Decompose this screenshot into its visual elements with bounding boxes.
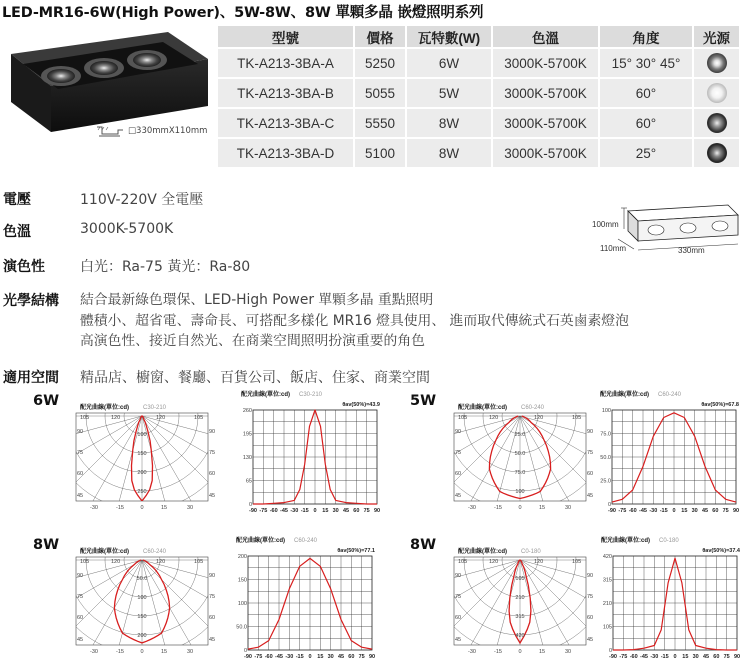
cartesian-x-tick: -15 <box>659 508 668 514</box>
size-note: □330mmX110mm <box>96 124 207 138</box>
led-multichip-lamp-icon <box>707 53 727 73</box>
polar-right-label: 60 <box>209 615 216 621</box>
attr-color-temp <box>3 221 174 241</box>
photometric-label-5w: 5W <box>410 393 437 409</box>
cartesian-y-tick: 150 <box>237 577 247 584</box>
attr-optics-key: 光學結構 <box>3 293 59 309</box>
polar-left-label: 90 <box>77 429 84 435</box>
polar-right-label: 45 <box>209 493 216 499</box>
cartesian-x-tick: -45 <box>640 654 648 660</box>
polar-chart-svg <box>446 547 594 657</box>
cell-angle: 15° 30° 45° <box>600 49 692 77</box>
cartesian-chart-svg <box>596 390 742 518</box>
polar-chart-title: 配光曲線(單位:cd) <box>458 405 507 411</box>
polar-left-label: 75 <box>455 450 462 456</box>
attr-usage-key: 適用空間 <box>3 370 59 386</box>
col-header-light-source: 光源 <box>694 26 739 47</box>
polar-left-label: 60 <box>77 471 84 477</box>
cell-price: 5055 <box>355 79 405 107</box>
col-header-model: 型號 <box>218 26 353 47</box>
polar-bottom-label: 30 <box>186 505 194 511</box>
cartesian-x-tick: 90 <box>732 508 740 514</box>
polar-radial-label: 50.0 <box>136 576 148 582</box>
polar-bottom-label: -30 <box>90 649 98 655</box>
polar-right-label: 45 <box>209 637 216 643</box>
photometric-label-6w: 6W <box>33 393 60 409</box>
cartesian-x-tick: 75 <box>358 654 365 660</box>
dim-length-label: 330mm <box>678 246 705 255</box>
dimension-drawing <box>588 203 748 263</box>
table-row <box>218 49 739 77</box>
cell-model: TK-A213-3BA-A <box>218 49 353 77</box>
polar-left-label: 90 <box>77 573 84 579</box>
cartesian-chart-subtitle: C0-180 <box>659 538 679 544</box>
polar-left-label: 45 <box>77 493 84 499</box>
cartesian-y-tick: 75.0 <box>600 431 611 438</box>
polar-left-label: 60 <box>77 615 84 621</box>
cartesian-chart-subtitle: C60-240 <box>658 392 682 398</box>
cartesian-x-tick: 60 <box>712 508 719 514</box>
polar-top-label: 120 <box>156 559 166 565</box>
polar-radial-label: 150 <box>137 614 147 620</box>
polar-chart <box>446 547 594 657</box>
polar-right-label: 75 <box>587 594 594 600</box>
cartesian-x-tick: -90 <box>609 654 617 660</box>
cartesian-x-tick: -60 <box>269 508 278 514</box>
polar-left-label: 45 <box>455 637 462 643</box>
cell-price: 5250 <box>355 49 405 77</box>
cartesian-x-tick: 0 <box>673 654 677 660</box>
polar-chart-subtitle: C30-210 <box>143 405 167 411</box>
cartesian-x-tick: -90 <box>244 654 252 660</box>
cartesian-x-tick: 30 <box>691 508 698 514</box>
cartesian-x-tick: 90 <box>733 654 741 660</box>
polar-chart-title: 配光曲線(單位:cd) <box>458 549 507 555</box>
polar-bottom-label: 15 <box>160 505 168 511</box>
cartesian-y-tick: 210 <box>602 601 612 607</box>
polar-chart-svg <box>68 547 216 657</box>
cartesian-y-tick: 200 <box>237 554 247 560</box>
cartesian-y-tick: 260 <box>242 408 252 414</box>
polar-top-label: 105 <box>194 559 204 565</box>
polar-bottom-label: 0 <box>140 649 144 655</box>
cell-cct: 3000K-5700K <box>493 49 598 77</box>
polar-right-label: 75 <box>587 450 594 456</box>
cell-cct: 3000K-5700K <box>493 109 598 137</box>
polar-bottom-label: 15 <box>538 649 546 655</box>
polar-bottom-label: -15 <box>494 649 502 655</box>
cell-watt: 8W <box>407 109 491 137</box>
cartesian-x-tick: 45 <box>337 654 345 660</box>
polar-bottom-label: 0 <box>518 505 522 511</box>
cell-model: TK-A213-3BA-B <box>218 79 353 107</box>
polar-right-label: 90 <box>587 573 594 579</box>
cartesian-y-tick: 50.0 <box>236 624 247 631</box>
cartesian-x-tick: 30 <box>692 654 699 660</box>
polar-radial-label: 50.0 <box>514 451 526 457</box>
photometric-label-8w-a: 8W <box>33 537 60 553</box>
polar-top-label: 105 <box>194 415 204 421</box>
polar-right-label: 90 <box>209 429 216 435</box>
polar-bottom-label: 30 <box>186 649 194 655</box>
polar-top-label: 120 <box>534 415 544 421</box>
polar-radial-label: 75.0 <box>514 470 526 476</box>
cartesian-x-tick: 15 <box>322 508 329 514</box>
cartesian-y-tick: 315 <box>602 577 612 584</box>
cartesian-x-tick: 45 <box>701 508 709 514</box>
polar-chart-title: 配光曲線(單位:cd) <box>80 405 129 411</box>
cell-cct: 3000K-5700K <box>493 139 598 167</box>
polar-left-label: 75 <box>77 450 84 456</box>
cartesian-chart-svg <box>237 390 383 518</box>
cartesian-x-tick: -75 <box>618 508 627 514</box>
polar-left-label: 90 <box>455 429 462 435</box>
cartesian-x-tick: 75 <box>363 508 370 514</box>
attr-cri <box>3 256 251 276</box>
cartesian-y-tick: 420 <box>602 554 612 560</box>
cartesian-x-tick: 15 <box>681 508 688 514</box>
polar-bottom-label: 15 <box>538 505 546 511</box>
cartesian-x-tick: 0 <box>313 508 317 514</box>
attr-optics <box>3 290 59 310</box>
cartesian-chart-beam-angle: θav(50%)=77.1 <box>337 548 375 554</box>
polar-top-label: 120 <box>489 559 499 565</box>
cartesian-chart <box>237 390 383 518</box>
polar-left-label: 90 <box>455 573 462 579</box>
polar-bottom-label: -30 <box>468 649 476 655</box>
cartesian-chart-beam-angle: θav(50%)=37.4 <box>702 548 740 554</box>
polar-radial-label: 420 <box>515 633 525 639</box>
cartesian-x-tick: -75 <box>259 508 268 514</box>
cartesian-chart <box>597 536 743 664</box>
cell-watt: 6W <box>407 49 491 77</box>
polar-chart-subtitle: C60-240 <box>521 405 545 411</box>
led-dark-lamp-icon <box>707 143 727 163</box>
polar-right-label: 60 <box>587 471 594 477</box>
polar-bottom-label: 0 <box>518 649 522 655</box>
polar-top-label: 105 <box>458 415 468 421</box>
polar-chart <box>68 547 216 657</box>
attr-color-temp-value: 3000K-5700K <box>80 221 174 237</box>
polar-right-label: 60 <box>587 615 594 621</box>
polar-right-label: 75 <box>209 450 216 456</box>
polar-right-label: 90 <box>587 429 594 435</box>
cartesian-chart-title: 配光曲線(單位:cd) <box>600 392 649 398</box>
cartesian-x-tick: -15 <box>660 654 669 660</box>
cartesian-x-tick: -30 <box>650 654 659 660</box>
product-photo <box>3 24 213 140</box>
polar-bottom-label: 15 <box>160 649 168 655</box>
polar-bottom-label: 30 <box>564 649 572 655</box>
dim-height-label: 100mm <box>592 220 619 229</box>
cartesian-x-tick: 15 <box>317 654 324 660</box>
cartesian-chart <box>596 390 742 518</box>
attr-cri-key: 演色性 <box>3 259 45 275</box>
cartesian-x-tick: 90 <box>373 508 381 514</box>
polar-bottom-label: 30 <box>564 505 572 511</box>
cartesian-y-tick: 100 <box>237 601 247 607</box>
polar-right-label: 75 <box>209 594 216 600</box>
cartesian-x-tick: 75 <box>722 508 729 514</box>
polar-left-label: 75 <box>77 594 84 600</box>
page-title: LED-MR16-6W(High Power)、5W-8W、8W 單顆多晶 嵌燈照明系列 <box>2 5 484 21</box>
polar-radial-label: 100 <box>515 489 525 495</box>
cartesian-chart-subtitle: C30-210 <box>299 392 323 398</box>
cartesian-x-tick: -30 <box>290 508 299 514</box>
cartesian-chart-title: 配光曲線(單位:cd) <box>241 392 290 398</box>
cartesian-y-tick: 0 <box>608 648 612 654</box>
cell-watt: 8W <box>407 139 491 167</box>
cell-price: 5100 <box>355 139 405 167</box>
attr-voltage-key: 電壓 <box>3 192 31 208</box>
table-row <box>218 139 739 167</box>
cartesian-x-tick: -30 <box>649 508 658 514</box>
cell-angle: 60° <box>600 79 692 107</box>
cartesian-y-tick: 50.0 <box>600 455 611 461</box>
optics-line: 結合最新綠色環保、LED-High Power 單顆多晶 重點照明 <box>80 292 434 308</box>
cartesian-x-tick: -90 <box>608 508 616 514</box>
attr-voltage-value: 110V-220V 全電壓 <box>80 192 204 208</box>
polar-top-label: 105 <box>80 415 90 421</box>
optics-description <box>80 290 629 352</box>
polar-radial-label: 100 <box>137 432 147 438</box>
cartesian-x-tick: 45 <box>702 654 710 660</box>
attr-voltage <box>3 189 204 209</box>
cartesian-chart-subtitle: C60-240 <box>294 538 318 544</box>
cartesian-x-tick: 45 <box>342 508 350 514</box>
col-header-cct: 色溫 <box>493 26 598 47</box>
attr-usage-value: 精品店、櫥窗、餐廳、百貨公司、飯店、住家、商業空間 <box>80 370 430 386</box>
polar-top-label: 120 <box>534 559 544 565</box>
cartesian-chart-title: 配光曲線(單位:cd) <box>601 538 650 544</box>
polar-radial-label: 200 <box>137 470 147 476</box>
polar-left-label: 60 <box>455 471 462 477</box>
attr-color-temp-key: 色溫 <box>3 224 31 240</box>
cartesian-y-tick: 65 <box>245 478 252 485</box>
polar-left-label: 60 <box>455 615 462 621</box>
led-white-lamp-icon <box>707 83 727 103</box>
ceiling-cut-icon <box>96 124 124 138</box>
cartesian-x-tick: -60 <box>628 508 637 514</box>
polar-chart <box>446 403 594 513</box>
cartesian-y-tick: 0 <box>607 502 611 508</box>
photometric-label-8w-b: 8W <box>410 537 437 553</box>
polar-bottom-label: -15 <box>116 505 124 511</box>
cartesian-x-tick: -15 <box>300 508 309 514</box>
polar-radial-label: 100 <box>137 595 147 601</box>
cartesian-x-tick: -45 <box>639 508 647 514</box>
cartesian-chart-title: 配光曲線(單位:cd) <box>236 538 285 544</box>
cartesian-x-tick: 60 <box>353 508 360 514</box>
polar-top-label: 120 <box>111 415 121 421</box>
cartesian-chart-beam-angle: θav(50%)=67.8 <box>701 402 739 408</box>
cartesian-y-tick: 130 <box>242 455 252 461</box>
cartesian-y-tick: 0 <box>243 648 247 654</box>
cartesian-y-tick: 25.0 <box>600 478 611 485</box>
cartesian-x-tick: 60 <box>348 654 355 660</box>
cell-cct: 3000K-5700K <box>493 79 598 107</box>
polar-chart-svg <box>68 403 216 513</box>
polar-bottom-label: -30 <box>468 505 476 511</box>
led-dark-lamp-icon <box>707 113 727 133</box>
table-row <box>218 109 739 137</box>
polar-top-label: 105 <box>572 559 582 565</box>
cartesian-x-tick: -60 <box>629 654 638 660</box>
polar-right-label: 45 <box>587 637 594 643</box>
cartesian-y-tick: 105 <box>602 624 612 631</box>
polar-bottom-label: -15 <box>494 505 502 511</box>
cell-price: 5550 <box>355 109 405 137</box>
optics-line: 高演色性、接近自然光、在商業空間照明扮演重要的角色 <box>80 333 425 349</box>
polar-radial-label: 200 <box>137 633 147 639</box>
polar-top-label: 105 <box>572 415 582 421</box>
polar-radial-label: 150 <box>137 451 147 457</box>
polar-top-label: 120 <box>111 559 121 565</box>
polar-top-label: 105 <box>458 559 468 565</box>
cartesian-chart-svg <box>597 536 743 664</box>
cartesian-x-tick: 60 <box>713 654 720 660</box>
polar-left-label: 75 <box>455 594 462 600</box>
cartesian-x-tick: 90 <box>368 654 376 660</box>
polar-left-label: 45 <box>77 637 84 643</box>
polar-bottom-label: -15 <box>116 649 124 655</box>
cartesian-x-tick: 0 <box>308 654 312 660</box>
col-header-watt: 瓦特數(W) <box>407 26 491 47</box>
col-header-price: 價格 <box>355 26 405 47</box>
spec-table <box>216 24 741 169</box>
cartesian-x-tick: -90 <box>249 508 257 514</box>
cartesian-x-tick: -60 <box>264 654 273 660</box>
cell-angle: 25° <box>600 139 692 167</box>
table-row <box>218 79 739 107</box>
polar-radial-label: 210 <box>515 595 525 601</box>
cell-model: TK-A213-3BA-C <box>218 109 353 137</box>
cartesian-chart <box>232 536 378 664</box>
polar-chart-svg <box>446 403 594 513</box>
cartesian-y-tick: 195 <box>242 431 252 438</box>
cell-angle: 60° <box>600 109 692 137</box>
cartesian-x-tick: -30 <box>285 654 294 660</box>
cartesian-chart-beam-angle: θav(50%)=43.9 <box>342 402 380 408</box>
polar-right-label: 60 <box>209 471 216 477</box>
cartesian-x-tick: 0 <box>672 508 676 514</box>
attr-usage <box>3 367 430 387</box>
polar-chart-subtitle: C0-180 <box>521 549 541 555</box>
cell-model: TK-A213-3BA-D <box>218 139 353 167</box>
cartesian-x-tick: 30 <box>327 654 334 660</box>
polar-chart-subtitle: C60-240 <box>143 549 167 555</box>
polar-right-label: 45 <box>587 493 594 499</box>
cartesian-x-tick: -15 <box>295 654 304 660</box>
cartesian-x-tick: -45 <box>275 654 283 660</box>
cartesian-x-tick: -45 <box>280 508 288 514</box>
polar-radial-label: 250 <box>137 489 147 495</box>
cartesian-x-tick: -75 <box>619 654 628 660</box>
attr-cri-value: 白光：Ra-75 黃光：Ra-80 <box>80 259 251 275</box>
polar-left-label: 45 <box>455 493 462 499</box>
polar-chart-title: 配光曲線(單位:cd) <box>80 549 129 555</box>
col-header-angle: 角度 <box>600 26 692 47</box>
optics-line: 體積小、超省電、壽命長、可搭配多樣化 MR16 燈具使用、 進而取代傳統式石英鹵素燈泡 <box>80 312 629 329</box>
cartesian-chart-svg <box>232 536 378 664</box>
polar-top-label: 120 <box>489 415 499 421</box>
polar-chart <box>68 403 216 513</box>
polar-radial-label: 25.0 <box>514 432 526 438</box>
polar-radial-label: 315 <box>515 614 525 620</box>
dim-depth-label: 110mm <box>600 244 627 253</box>
polar-top-label: 105 <box>80 559 90 565</box>
cartesian-x-tick: 75 <box>723 654 730 660</box>
polar-radial-label: 105 <box>515 576 525 582</box>
cartesian-x-tick: 30 <box>332 508 339 514</box>
polar-bottom-label: 0 <box>140 505 144 511</box>
cell-watt: 5W <box>407 79 491 107</box>
cartesian-x-tick: -75 <box>254 654 263 660</box>
polar-bottom-label: -30 <box>90 505 98 511</box>
polar-top-label: 120 <box>156 415 166 421</box>
cartesian-y-tick: 0 <box>248 502 252 508</box>
polar-right-label: 90 <box>209 573 216 579</box>
cartesian-x-tick: 15 <box>682 654 689 660</box>
cartesian-y-tick: 100 <box>601 408 611 414</box>
